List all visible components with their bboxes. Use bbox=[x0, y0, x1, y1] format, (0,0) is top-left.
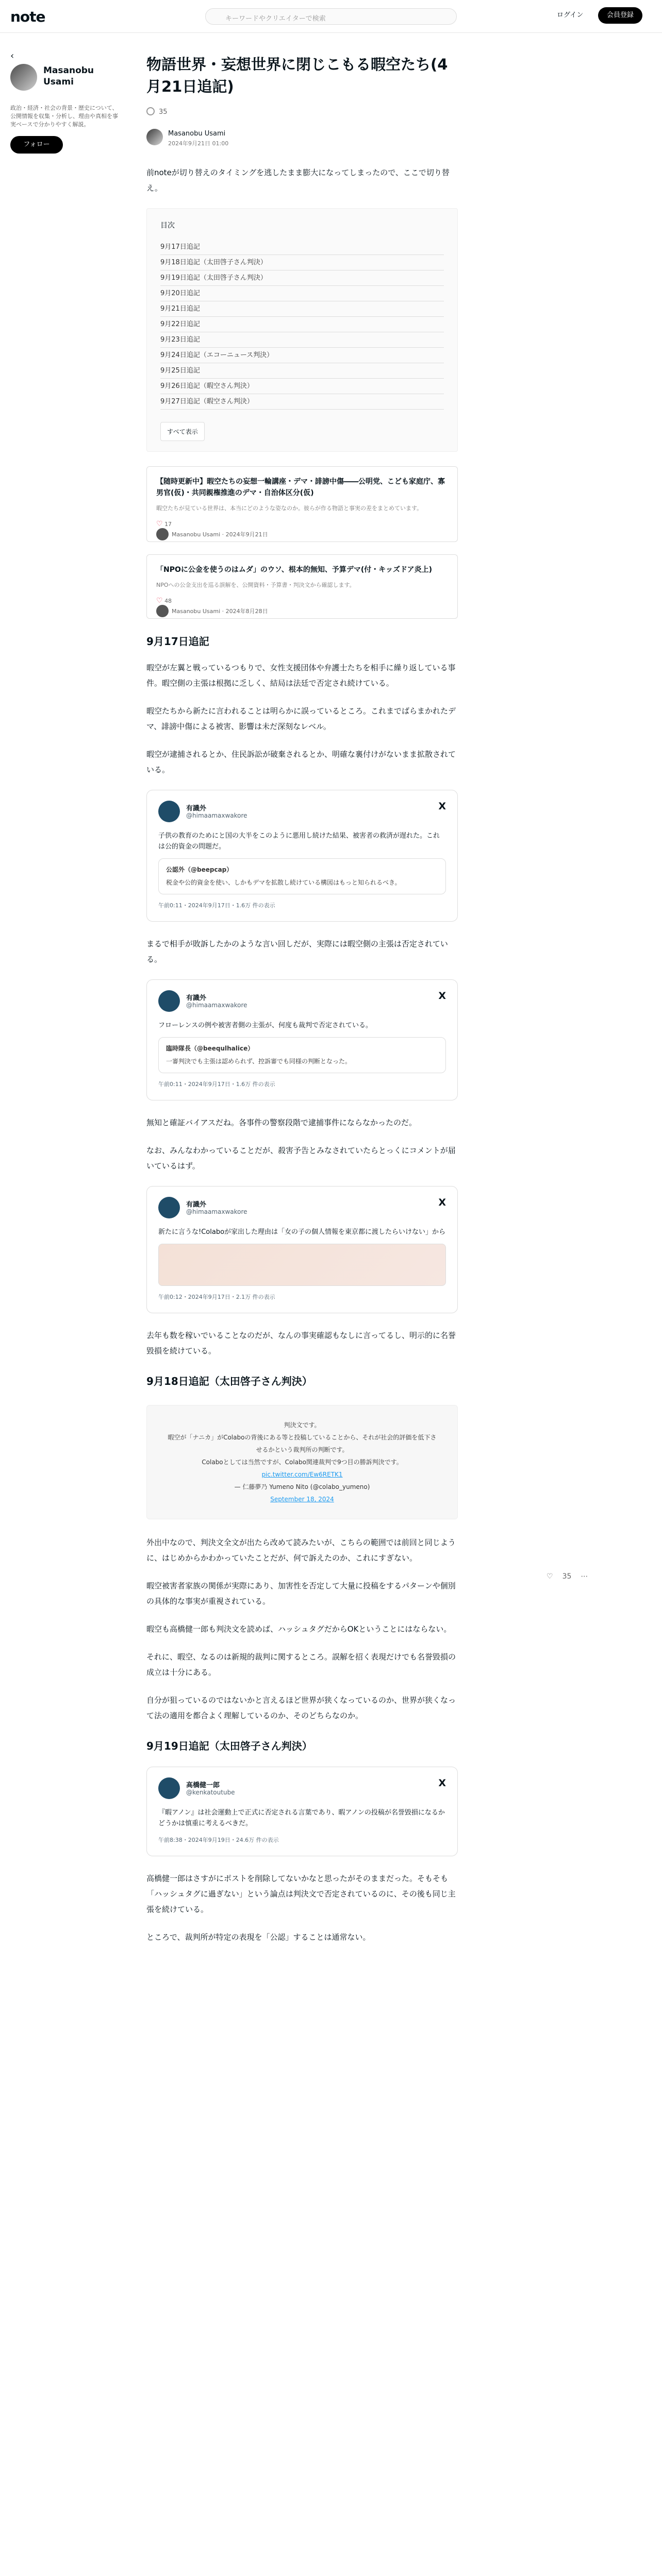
tweet-text: 新たに言うな!Colaboが家出した理由は「女の子の個人情報を東京都に渡したらいけない」から bbox=[158, 1228, 446, 1236]
spacer bbox=[146, 1957, 458, 1978]
avatar[interactable] bbox=[158, 1197, 180, 1218]
card-description: 暇空たちが見ている世界は、本当にどのような姿なのか。彼らが作る物語と事実の差をまとめています。 bbox=[156, 505, 423, 512]
toc-item[interactable]: 9月17日追記 bbox=[160, 240, 444, 255]
article-paragraph: なお、みんなわかっていることだが、殺害予告とみなされていたらとっくにコメントが届いているはず。 bbox=[146, 1146, 456, 1171]
quoted-tweet[interactable] bbox=[158, 1037, 446, 1073]
article-title: 物語世界・妄想世界に閉じこもる暇空たち(4月21日追記) bbox=[146, 56, 448, 95]
card-date: 2024年8月28日 bbox=[225, 608, 268, 615]
tweet-header bbox=[158, 801, 446, 825]
publish-date: 2024年9月21日 01:00 bbox=[168, 140, 229, 147]
toc-item[interactable]: 9月21日追記 bbox=[160, 301, 444, 317]
section-heading: 9月18日追記（太田啓子さん判決） bbox=[146, 1375, 312, 1387]
embed-line: 判決文です。 bbox=[284, 1421, 321, 1429]
tweet-image[interactable] bbox=[158, 1244, 446, 1286]
tweet-text: フローレンスの例や被害者側の主張が、何度も裁判で否定されている。 bbox=[158, 1022, 373, 1029]
author-name[interactable]: Masanobu Usami bbox=[43, 65, 94, 87]
heart-icon[interactable]: ♡ bbox=[156, 597, 163, 605]
card-title[interactable]: 「NPOに公金を使うのはムダ」のウソ、根本的無知、予算デマ(付・キッズドア炎上) bbox=[156, 566, 432, 574]
floating-actions[interactable] bbox=[547, 1572, 597, 1581]
tweet-author[interactable]: 有識外 bbox=[186, 994, 207, 1002]
avatar[interactable] bbox=[158, 990, 180, 1012]
quote-text: 一審判決でも主張は認められず、控訴審でも同様の判断となった。 bbox=[166, 1058, 352, 1065]
x-icon[interactable]: X bbox=[438, 990, 446, 1002]
article-paragraph: 暇空が左翼と戦っているつもりで、女性支援団体や弁護士たちを相手に繰り返している事件。暇空側の主張は根拠に乏しく、結局は法廷で否定され続けている。 bbox=[146, 663, 456, 688]
author-avatar bbox=[156, 528, 169, 540]
like-count[interactable]: 35 bbox=[146, 107, 458, 120]
like-count: 35 bbox=[562, 1572, 572, 1581]
related-note-card[interactable] bbox=[146, 554, 458, 619]
embed-date-link[interactable]: September 18, 2024 bbox=[270, 1496, 334, 1503]
article-paragraph: 自分が狙っているのではないかと言えるほど世界が狭くなっているのか、世界が狭くなって法の適用を都合よく理解しているのか、そのどちらなのか。 bbox=[146, 1696, 456, 1720]
section-heading: 9月17日追記 bbox=[146, 635, 209, 648]
embedded-tweet[interactable] bbox=[146, 1767, 458, 1856]
x-icon[interactable]: X bbox=[438, 801, 446, 812]
toc-list bbox=[160, 240, 444, 410]
share-icon[interactable]: ⋯ bbox=[581, 1572, 588, 1581]
card-like-count: 17 bbox=[164, 521, 172, 528]
follow-button[interactable]: フォロー bbox=[10, 136, 63, 154]
heart-icon[interactable]: ♡ bbox=[547, 1572, 553, 1581]
author-name[interactable]: Masanobu Usami bbox=[168, 130, 226, 138]
x-icon[interactable]: X bbox=[438, 1197, 446, 1208]
embedded-tweet[interactable] bbox=[146, 790, 458, 922]
author-line bbox=[146, 129, 458, 154]
tweet-header bbox=[158, 990, 446, 1015]
signup-button[interactable]: 会員登録 bbox=[598, 7, 642, 24]
embed-link[interactable]: pic.twitter.com/Ew6RETK1 bbox=[261, 1471, 343, 1478]
card-footer: ♡ 17 Masanobu Usami · 2024年9月21日 bbox=[156, 520, 448, 534]
avatar[interactable] bbox=[158, 1777, 180, 1799]
card-like-count: 48 bbox=[164, 598, 172, 604]
card-author: Masanobu Usami bbox=[172, 608, 221, 615]
tweet-meta: 午前0:12・2024年9月17日・2.1万 件の表示 bbox=[158, 1294, 275, 1300]
tweet-handle[interactable]: @himaamaxwakore bbox=[186, 1002, 247, 1009]
tweet-handle[interactable]: @himaamaxwakore bbox=[186, 812, 247, 819]
heart-icon[interactable] bbox=[146, 107, 155, 115]
tweet-handle[interactable]: @himaamaxwakore bbox=[186, 1208, 247, 1215]
heart-icon[interactable]: ♡ bbox=[156, 520, 163, 528]
card-title[interactable]: 【随時更新中】暇空たちの妄想一輪講座・デマ・誹謗中傷――公明党、こども家庭庁、寡男官(仮)・共同親権推進のデマ・自治体区分(仮) bbox=[156, 478, 445, 497]
embed-line: 暇空が「ナニカ」がColaboの背後にある等と投稿していることから、それが社会的評価を低下させるかという裁判所の判断です。 bbox=[168, 1434, 437, 1453]
tweet-text: 子供の教育のためにと国の大半をこのように悪用し続けた結果、被害者の救済が遅れた。これは公的資金の問題だ。 bbox=[158, 832, 440, 851]
tweet-meta: 午前0:11・2024年9月17日・1.6万 件の表示 bbox=[158, 902, 275, 909]
tweet-author[interactable]: 有識外 bbox=[186, 1201, 207, 1209]
author-avatar bbox=[156, 605, 169, 617]
x-icon[interactable]: X bbox=[438, 1777, 446, 1789]
article-paragraph: 暇空被害者家族の関係が実際にあり、加害性を否定して大量に投稿をするパターンや個別の具体的な事実が重視されている。 bbox=[146, 1581, 456, 1606]
article-paragraph: 暇空たちから新たに言われることは明らかに誤っているところ。これまでばらまかれたデマ、誹謗中傷による被害、影響は未だ深刻なレベル。 bbox=[146, 706, 456, 731]
tweet-text: 『暇アノン』は社会運動上で正式に否定される言葉であり、暇アノンの投稿が名誉毀損になるかどうかは慎重に考えるべきだ。 bbox=[158, 1809, 445, 1827]
back-icon[interactable]: ‹ bbox=[10, 50, 14, 61]
article-paragraph: ところで、裁判所が特定の表現を「公認」することは通常ない。 bbox=[146, 1933, 371, 1942]
toc-more-button[interactable]: すべて表示 bbox=[160, 422, 205, 441]
avatar[interactable] bbox=[158, 801, 180, 822]
quote-author: 公認外（@beepcap） bbox=[166, 866, 233, 873]
tweet-header bbox=[158, 1197, 446, 1222]
embedded-post[interactable] bbox=[146, 1405, 458, 1519]
tweet-author[interactable]: 有識外 bbox=[186, 805, 207, 812]
tweet-header bbox=[158, 1777, 446, 1802]
section-heading: 9月19日追記（太田啓子さん判決） bbox=[146, 1740, 312, 1752]
toc-item[interactable]: 9月20日追記 bbox=[160, 286, 444, 301]
toc-item[interactable]: 9月24日追記（エコーニュース判決） bbox=[160, 348, 444, 363]
related-cards bbox=[146, 466, 458, 619]
embedded-tweet[interactable] bbox=[146, 979, 458, 1100]
toc-title: 目次 bbox=[160, 222, 175, 230]
article-paragraph: 無知と確証バイアスだね。各事件の警察段階で逮捕事件にならなかったのだ。 bbox=[146, 1118, 417, 1127]
article-paragraph: 外出中なので、判決文全文が出たら改めて読みたいが、こちらの範囲では前回と同じように、はじめからかわかっていたことだが、何で訴えたのか、これにすぎない。 bbox=[146, 1538, 456, 1563]
site-header bbox=[0, 0, 662, 33]
quoted-tweet[interactable] bbox=[158, 858, 446, 894]
toc-item[interactable]: 9月22日追記 bbox=[160, 317, 444, 332]
intro-paragraph: 前noteが切り替えのタイミングを逃したまま膨大になってしまったので、ここで切り替え。 bbox=[146, 168, 450, 193]
article-paragraph: 高橋健一郎はさすがにポストを削除してないかなと思ったがそのままだった。そもそも「ハッシュタグに過ぎない」という論点は判決文で否定されているのに、その後も同じ主張を続けている。 bbox=[146, 1874, 456, 1914]
embed-signature: — 仁藤夢乃 Yumeno Nito (@colabo_yumeno) bbox=[234, 1483, 370, 1490]
article-paragraph: 去年も数を稼いでいることなのだが、なんの事実確認もなしに言ってるし、明示的に名誉毀損を続けている。 bbox=[146, 1331, 456, 1355]
toc-item[interactable]: 9月19日追記（太田啓子さん判決） bbox=[160, 270, 444, 286]
author-avatar[interactable] bbox=[146, 129, 163, 145]
toc-item[interactable]: 9月25日追記 bbox=[160, 363, 444, 379]
toc-item[interactable]: 9月18日追記（太田啓子さん判決） bbox=[160, 255, 444, 270]
embed-line: Colaboとしては当然ですが、Colabo関連裁判で9つ目の勝訴判決です。 bbox=[202, 1459, 403, 1466]
embedded-tweet[interactable] bbox=[146, 1186, 458, 1313]
quote-author: 臨時隊長（@beequlhalice） bbox=[166, 1045, 254, 1052]
card-author: Masanobu Usami bbox=[172, 531, 221, 538]
toc-item[interactable]: 9月26日追記（暇空さん判決） bbox=[160, 379, 444, 394]
table-of-contents bbox=[146, 208, 458, 452]
article-paragraph: それに、暇空、なるのは新規的裁判に関するところ。誤解を招く表現だけでも名誉毀損の成立は十分にある。 bbox=[146, 1652, 456, 1677]
tweet-handle[interactable]: @kenkatoutube bbox=[186, 1789, 235, 1796]
tweet-meta: 午前0:11・2024年9月17日・1.6万 件の表示 bbox=[158, 1081, 275, 1088]
toc-item[interactable]: 9月23日追記 bbox=[160, 332, 444, 348]
author-avatar[interactable] bbox=[10, 64, 37, 91]
related-note-card[interactable] bbox=[146, 466, 458, 542]
card-description: NPOへの公金支出を巡る誤解を、公開資料・予算書・判決文から確認します。 bbox=[156, 582, 355, 588]
quote-text: 税金や公的資金を使い、しかもデマを拡散し続けている構図はもっと知られるべき。 bbox=[166, 879, 401, 886]
article-paragraph: 暇空が逮捕されるとか、住民訴訟が破棄されるとか、明確な裏付けがないまま拡散されている。 bbox=[146, 750, 456, 774]
search-input[interactable]: キーワードやクリエイターで検索 bbox=[205, 8, 457, 25]
author-bio: 政治・経済・社会の背景・歴史について、公開情報を収集・分析し、理由や真相を事実ベースで分かりやすく解説。 bbox=[10, 105, 118, 128]
article bbox=[146, 54, 458, 1978]
toc-item[interactable]: 9月27日追記（暇空さん判決） bbox=[160, 394, 444, 410]
note-logo[interactable]: note bbox=[10, 8, 45, 25]
tweet-author[interactable]: 高橋健一郎 bbox=[186, 1782, 220, 1789]
login-link[interactable]: ログイン bbox=[557, 11, 584, 19]
author-sidebar bbox=[10, 33, 124, 148]
article-paragraph: まるで相手が敗訴したかのような言い回しだが、実際には暇空側の主張は否定されている。 bbox=[146, 939, 448, 964]
card-footer: ♡ 48 Masanobu Usami · 2024年8月28日 bbox=[156, 597, 448, 611]
article-paragraph: 暇空も高橋健一郎も判決文を読めば、ハッシュタグだからOKということにはならない。 bbox=[146, 1624, 452, 1634]
tweet-meta: 午前8:38・2024年9月19日・24.6万 件の表示 bbox=[158, 1837, 279, 1843]
card-date: 2024年9月21日 bbox=[225, 531, 268, 538]
